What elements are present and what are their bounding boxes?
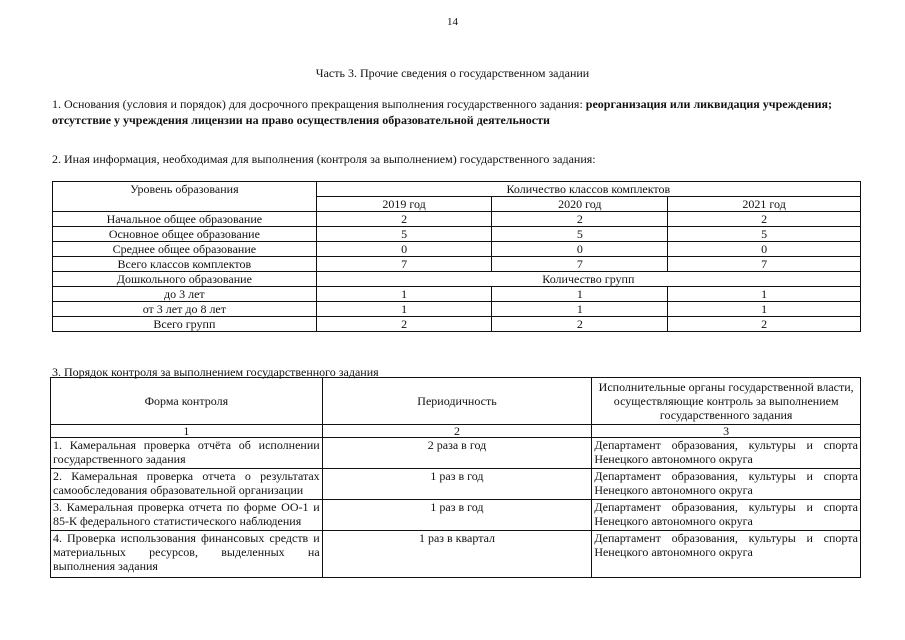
cell-value: 2 — [492, 212, 668, 227]
table-row — [53, 212, 861, 227]
control-period: 1 раз в квартал — [322, 531, 592, 578]
control-body: Департамент образования, культуры и спорта Ненецкого автономного округа — [592, 438, 861, 469]
control-procedure-table — [50, 377, 861, 578]
header-body: Исполнительные органы государственной власти, осуществляющие контроль за выполнением государственного задания — [592, 378, 861, 425]
cell-value: 1 — [316, 302, 492, 317]
part-title: Часть 3. Прочие сведения о государственном задании — [315, 66, 590, 80]
section2-heading: 2. Иная информация, необходимая для выполнения (контроля за выполнением) государственного задания: — [52, 152, 596, 166]
cell-value: 0 — [316, 242, 492, 257]
table-row — [51, 438, 861, 469]
cell-value: 5 — [492, 227, 668, 242]
page-number: 14 — [447, 16, 458, 28]
year-header: 2021 год — [668, 197, 861, 212]
cell-value: 0 — [492, 242, 668, 257]
section1-prefix: 1. Основания (условия и порядок) для досрочного прекращения выполнения государственного задания: — [52, 97, 586, 111]
group-header-groups: Количество групп — [316, 272, 860, 287]
row-label: Основное общее образование — [53, 227, 317, 242]
control-form: 2. Камеральная проверка отчета о результатах самообследования образовательной организации — [51, 469, 323, 500]
cell-value: 1 — [668, 287, 861, 302]
cell-value: 2 — [316, 317, 492, 332]
row-label: Всего классов комплектов — [53, 257, 317, 272]
cell-value: 7 — [668, 257, 861, 272]
cell-value: 1 — [492, 287, 668, 302]
education-levels-table — [52, 181, 861, 332]
cell-value: 7 — [316, 257, 492, 272]
column-number: 1 — [51, 425, 323, 438]
control-period: 1 раз в год — [322, 500, 592, 531]
year-header: 2019 год — [316, 197, 492, 212]
control-body: Департамент образования, культуры и спорта Ненецкого автономного округа — [592, 531, 861, 578]
control-body: Департамент образования, культуры и спорта Ненецкого автономного округа — [592, 469, 861, 500]
cell-value: 0 — [668, 242, 861, 257]
cell-value: 2 — [316, 212, 492, 227]
control-period: 1 раз в год — [322, 469, 592, 500]
column-number: 2 — [322, 425, 592, 438]
cell-value: 7 — [492, 257, 668, 272]
control-period: 2 раза в год — [322, 438, 592, 469]
cell-value: 5 — [668, 227, 861, 242]
control-form: 4. Проверка использования финансовых средств и материальных ресурсов, выделенных на выполнения задания — [51, 531, 323, 578]
table-row — [53, 242, 861, 257]
preschool-label: Дошкольного образование — [53, 272, 317, 287]
section1-paragraph — [52, 96, 862, 128]
section1-bold: реорганизация или ликвидация учреждения; отсутствие у учреждения лицензии на право осуществления образовательной деятельности — [52, 97, 832, 127]
table-row — [53, 302, 861, 317]
header-period: Периодичность — [322, 378, 592, 425]
table-row — [51, 500, 861, 531]
header-form: Форма контроля — [51, 378, 323, 425]
table-row — [53, 287, 861, 302]
cell-value: 2 — [668, 212, 861, 227]
cell-value: 2 — [492, 317, 668, 332]
cell-value: 1 — [316, 287, 492, 302]
group-header-classes: Количество классов комплектов — [316, 182, 860, 197]
row-label: до 3 лет — [53, 287, 317, 302]
cell-value: 1 — [668, 302, 861, 317]
row-label: Начальное общее образование — [53, 212, 317, 227]
section3-heading: 3. Порядок контроля за выполнением государственного задания — [52, 365, 379, 379]
table-row — [51, 531, 861, 578]
col-header-level: Уровень образования — [53, 182, 317, 212]
table-row — [53, 257, 861, 272]
control-body: Департамент образования, культуры и спорта Ненецкого автономного округа — [592, 500, 861, 531]
year-header: 2020 год — [492, 197, 668, 212]
control-form: 3. Камеральная проверка отчета по форме ОО-1 и 85-К федерального статистического наблюдения — [51, 500, 323, 531]
column-number: 3 — [592, 425, 861, 438]
row-label: Среднее общее образование — [53, 242, 317, 257]
table-row — [51, 469, 861, 500]
cell-value: 5 — [316, 227, 492, 242]
cell-value: 1 — [492, 302, 668, 317]
table-row — [53, 317, 861, 332]
table-row — [53, 227, 861, 242]
cell-value: 2 — [668, 317, 861, 332]
control-form: 1. Камеральная проверка отчёта об исполнении государственного задания — [51, 438, 323, 469]
row-label: от 3 лет до 8 лет — [53, 302, 317, 317]
row-label: Всего групп — [53, 317, 317, 332]
